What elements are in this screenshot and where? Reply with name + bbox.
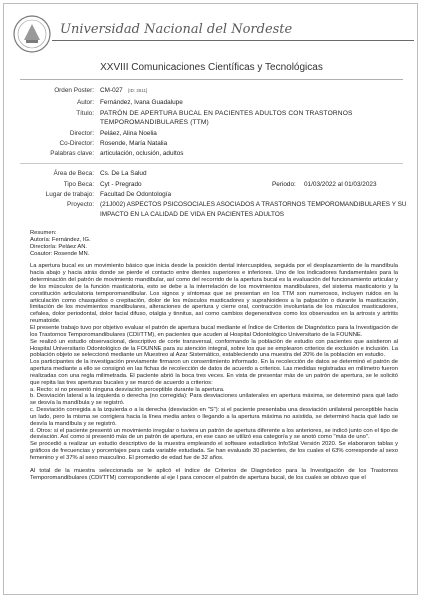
area-label: Área de Beca: <box>53 170 94 177</box>
director-value: Peláez, Alina Noelia <box>100 130 157 137</box>
abstract-criterion-d: d. Otros: si el paciente presentó un movimiento irregular o tuviera un patrón de apertura diferente a los anteriores, se indicó junto con el tipo de desviación. Así como si presentó más de un patrón de apertura, en ese caso se utilizó esa categoría y se anotó como "más de uno". <box>30 427 398 441</box>
periodo-label: Periodo: <box>272 181 296 188</box>
codirector-value: Rosende, María Natalia <box>100 140 168 147</box>
abstract-paragraph-3: Se realizó un estudio observacional, descriptivo de corte transversal, conformando la población de estudio con pacientes que asistieron al Hospital Universitario Odontológico de la FOUNNE para su atención integral, sobre los que se emplearon criterios de exclusión e inclusión. La población objeto se seleccionó mediante un Muestreo al Azar Sistemático, estableciendo una muestra del 20% de la población en estudio. <box>30 338 398 359</box>
proyecto-line-1: (21J002) ASPECTOS PSICOSOCIALES ASOCIADOS A TRASTORNOS TEMPOROMANDIBULARES Y SU <box>100 201 407 208</box>
director-label: Director: <box>69 130 94 137</box>
directoria-line: Directoría: Peláez AN. <box>30 243 88 250</box>
university-name: Universidad Nacional del Nordeste <box>60 22 293 37</box>
abstract-paragraph-2: El presente trabajo tuvo por objetivo evaluar el patrón de apertura bucal mediante el Índice de Criterios de Diagnóstico para la Investigación de los Trastornos Temporomandibulares (CDI/TTM), en pacientes que acuden al Hospital Odontológico Universitario de la FOUNNE. <box>30 324 398 338</box>
titulo-label: Título: <box>76 110 94 117</box>
proyecto-line-2: IMPACTO EN LA CALIDAD DE VIDA EN PACIENTES ADULTOS <box>100 211 285 218</box>
autor-label: Autor: <box>76 99 94 106</box>
palabras-value: articulación, oclusión, adultos <box>100 150 184 157</box>
header-rule-bottom <box>20 79 403 80</box>
coautor-line: Coautor: Rosende MN. <box>30 250 90 257</box>
poster-id: [ID: 2611] <box>128 88 148 93</box>
abstract-paragraph-4: Los participantes de la investigación previamente firmaron un consentimiento informado. En la recolección de datos se determinó el patrón de apertura mediante a ello se consignó en las fichas de recolección de datos de acuerdo a criterios. Las medidas registradas en milímetro fueron realizadas con una regla milimetrada. El paciente abrió la boca tres veces. En vista de presentar más de un patrón de apertura, se le solicitó que repita las tres aperturas bucales y se marcó de acuerdo a criterios: <box>30 359 398 386</box>
abstract-paragraph-10: Al total de la muestra seleccionada se le aplicó el índice de Criterios de Diagnóstico para la Investigación de los Trastornos Temporomandibulares (CDI/TTM) correspondiente al eje I para conocer el patrón de apertura bucal, de los cuales se obtuvo que el <box>30 467 398 481</box>
orden-poster-value <box>100 87 147 95</box>
university-logo <box>12 14 52 54</box>
abstract-criterion-b: b. Desviación lateral a la izquierda o derecha (no corregida): Para desviaciones unilaterales en apertura máxima, se determinó para qué lado se desvía la mandíbula y se registró. <box>30 393 398 407</box>
proyecto-label: Proyecto: <box>67 201 94 208</box>
lugar-label: Lugar de trabajo: <box>45 191 94 198</box>
abstract-criterion-a: a. Recto: si no presentó ninguna desviación perceptible durante la apertura. <box>30 386 225 393</box>
orden-poster-code: CM-027 <box>100 87 123 94</box>
abstract-criterion-c: c. Desviación corregida a la izquierda o a la derecha (desviación en "S"): si el paciente presentaba una desviación unilateral perceptible hacia un lado, pero la misma se corrigiera hacia la línea media antes o llegando a la apertura máxima no asistida, se determinó hacia qué lado se desvía la mandíbula y se registró. <box>30 407 398 427</box>
conference-title: XXVIII Comunicaciones Científicas y Tecnológicas <box>100 62 323 73</box>
titulo-line-1: PATRÓN DE APERTURA BUCAL EN PACIENTES ADULTOS CON TRASTORNOS <box>100 110 353 117</box>
periodo-value: 01/03/2022 al 01/03/2023 <box>304 181 377 188</box>
resumen-heading: Resumen: <box>30 230 57 236</box>
tipo-value: Cyt - Pregrado <box>100 181 142 188</box>
tipo-label: Tipo Beca: <box>63 181 94 188</box>
titulo-line-2: TEMPOROMANDIBULARES (TTM) <box>100 119 209 126</box>
abstract-paragraph-9: Se procedió a realizar un estudio descriptivo de la muestra empleando el software estadístico InfoStat Versión 2020. Se elaboraron tablas y gráficos de frecuencias y porcentajes para cada variable estudiada. Se han evaluado 30 pacientes, de los cuales el 63% corresponde al sexo femenino y el 37% al sexo masculino. El promedio de edad fue de 32 años. <box>30 441 398 461</box>
meta-divider <box>20 163 403 164</box>
abstract-paragraph-1: La apertura bucal es un movimiento básico que inicia desde la posición dental intercuspidea, seguida por el desplazamiento de la mandíbula hacia abajo y hacia atrás donde se pierde el contacto entre dientes superiores e inferiores. Uno de los indicadores fundamentales para la determinación del patrón de movimiento mandibular, así como del recorrido de la apertura bucal es la evaluación del funcionamiento articular y de los músculos de la función masticatoria, esto se debe a la interrelación de los movimientos mandibulares, del sistema masticatorio y la constitución articulatoria temporomandibular. Los signos y síntomas que se presentan en los TTM son numerosos, incluyen ruidos en la articulación como chasquidos o crepitación, dolor de los músculos masticadores y suprahioideos a la palpación o durante la masticación, limitación de los movimientos mandibulares, alteraciones de apertura y cierre oral, contracción involuntaria de los músculos masticadores, cefalea, dolor periodontal, dolor facial difuso, otalgia y tinnitus, así como cambios degenerativos como los observados en la artrosis y artritis reumatoide. <box>30 263 398 325</box>
palabras-label: Palabras clave: <box>50 150 94 157</box>
codirector-label: Co-Director: <box>59 140 94 147</box>
lugar-value: Facultad De Odontología <box>100 191 172 198</box>
autoria-line: Autoría: Fernández, IG. <box>30 236 91 243</box>
area-value: Cs. De La Salud <box>100 170 147 177</box>
abstract-body <box>30 230 398 482</box>
autor-value: Fernández, Ivana Guadalupe <box>100 99 183 106</box>
orden-poster-label: Orden Poster: <box>54 87 94 94</box>
header-rule-top <box>52 40 414 41</box>
